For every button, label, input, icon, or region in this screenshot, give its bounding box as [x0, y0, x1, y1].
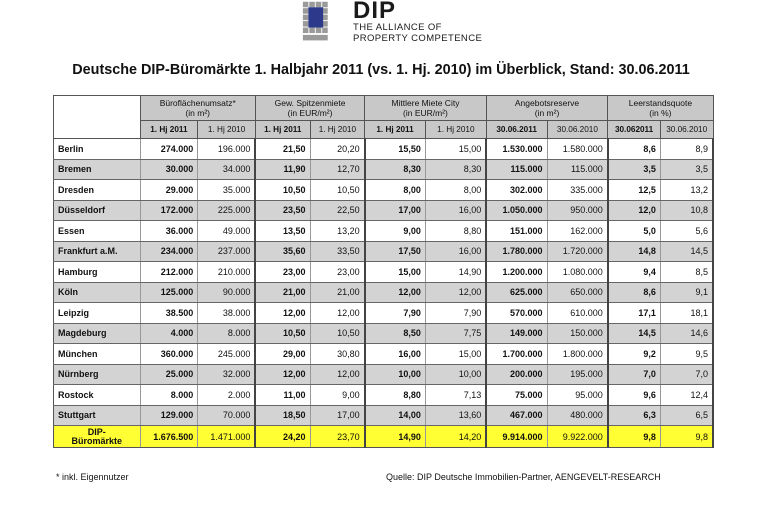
- total-row: [54, 426, 714, 448]
- value-cell: 17,1: [608, 303, 661, 324]
- table-row: [54, 385, 714, 406]
- header-col: 1. Hj 2010: [425, 121, 486, 139]
- city-cell: Magdeburg: [54, 323, 141, 344]
- value-cell: 18,1: [660, 303, 713, 324]
- header-col: 1. Hj 2010: [198, 121, 256, 139]
- table-row: [54, 200, 714, 221]
- value-cell: 570.000: [486, 303, 547, 324]
- source-note: Quelle: DIP Deutsche Immobilien-Partner, AENGEVELT-RESEARCH: [386, 472, 661, 482]
- value-cell: 10,50: [310, 323, 365, 344]
- dip-logo-mark-icon: [290, 0, 336, 44]
- total-value-cell: 14,20: [425, 426, 486, 448]
- value-cell: 480.000: [547, 405, 608, 426]
- value-cell: 245.000: [198, 344, 256, 365]
- page-title: Deutsche DIP-Büromärkte 1. Halbjahr 2011 (vs. 1. Hj. 2010) im Überblick, Stand: 30.06.2011: [72, 62, 690, 78]
- value-cell: 14,5: [608, 323, 661, 344]
- header-sub-row: [54, 121, 714, 139]
- value-cell: 8,5: [660, 262, 713, 283]
- value-cell: 149.000: [486, 323, 547, 344]
- value-cell: 38.500: [140, 303, 198, 324]
- value-cell: 29.000: [140, 180, 198, 201]
- header-col: 30.06.2011: [486, 121, 547, 139]
- value-cell: 162.000: [547, 221, 608, 242]
- city-cell: Berlin: [54, 139, 141, 160]
- value-cell: 12,00: [365, 282, 426, 303]
- value-cell: 8,6: [608, 282, 661, 303]
- value-cell: 35,60: [255, 241, 310, 262]
- value-cell: 14,00: [365, 405, 426, 426]
- table-row: [54, 405, 714, 426]
- value-cell: 34.000: [198, 159, 256, 180]
- value-cell: 25.000: [140, 364, 198, 385]
- header-col: 1. Hj 2010: [310, 121, 365, 139]
- header-corner: [54, 96, 141, 139]
- value-cell: 38.000: [198, 303, 256, 324]
- value-cell: 12,4: [660, 385, 713, 406]
- value-cell: 49.000: [198, 221, 256, 242]
- header-col: 30.06.2010: [547, 121, 608, 139]
- value-cell: 9,5: [660, 344, 713, 365]
- city-cell: Leipzig: [54, 303, 141, 324]
- value-cell: 75.000: [486, 385, 547, 406]
- value-cell: 10,50: [255, 323, 310, 344]
- value-cell: 1.200.000: [486, 262, 547, 283]
- value-cell: 7,90: [425, 303, 486, 324]
- value-cell: 15,00: [425, 344, 486, 365]
- value-cell: 225.000: [198, 200, 256, 221]
- header-group-spitzenmiete: Gew. Spitzenmiete (in EUR/m²): [255, 96, 364, 121]
- value-cell: 95.000: [547, 385, 608, 406]
- value-cell: 30.000: [140, 159, 198, 180]
- table-row: [54, 282, 714, 303]
- value-cell: 7,13: [425, 385, 486, 406]
- value-cell: 1.530.000: [486, 139, 547, 160]
- value-cell: 23,50: [255, 200, 310, 221]
- value-cell: 5,6: [660, 221, 713, 242]
- header-col: 1. Hj 2011: [140, 121, 198, 139]
- value-cell: 200.000: [486, 364, 547, 385]
- value-cell: 8,50: [365, 323, 426, 344]
- value-cell: 12,00: [255, 303, 310, 324]
- header-col: 1. Hj 2011: [365, 121, 426, 139]
- city-cell: Düsseldorf: [54, 200, 141, 221]
- value-cell: 2.000: [198, 385, 256, 406]
- total-value-cell: 9,8: [660, 426, 713, 448]
- value-cell: 12,0: [608, 200, 661, 221]
- value-cell: 21,00: [310, 282, 365, 303]
- value-cell: 125.000: [140, 282, 198, 303]
- total-value-cell: 14,90: [365, 426, 426, 448]
- value-cell: 12,00: [310, 364, 365, 385]
- value-cell: 9,6: [608, 385, 661, 406]
- total-value-cell: 9,8: [608, 426, 661, 448]
- logo-tagline-2: PROPERTY COMPETENCE: [353, 33, 483, 44]
- value-cell: 21,50: [255, 139, 310, 160]
- value-cell: 23,00: [310, 262, 365, 283]
- value-cell: 7,75: [425, 323, 486, 344]
- value-cell: 10,8: [660, 200, 713, 221]
- value-cell: 14,90: [425, 262, 486, 283]
- value-cell: 115.000: [486, 159, 547, 180]
- value-cell: 5,0: [608, 221, 661, 242]
- value-cell: 234.000: [140, 241, 198, 262]
- value-cell: 12,00: [425, 282, 486, 303]
- value-cell: 6,3: [608, 405, 661, 426]
- value-cell: 13,2: [660, 180, 713, 201]
- total-value-cell: 23,70: [310, 426, 365, 448]
- value-cell: 1.800.000: [547, 344, 608, 365]
- value-cell: 14,6: [660, 323, 713, 344]
- value-cell: 8.000: [198, 323, 256, 344]
- header-group-mittlere-miete: Mittlere Miete City (in EUR/m²): [365, 96, 487, 121]
- value-cell: 625.000: [486, 282, 547, 303]
- value-cell: 12,70: [310, 159, 365, 180]
- value-cell: 7,90: [365, 303, 426, 324]
- value-cell: 16,00: [425, 241, 486, 262]
- value-cell: 172.000: [140, 200, 198, 221]
- value-cell: 115.000: [547, 159, 608, 180]
- value-cell: 7,0: [608, 364, 661, 385]
- value-cell: 13,60: [425, 405, 486, 426]
- value-cell: 10,50: [255, 180, 310, 201]
- header-group-angebotsreserve: Angebotsreserve (in m²): [486, 96, 608, 121]
- value-cell: 196.000: [198, 139, 256, 160]
- value-cell: 237.000: [198, 241, 256, 262]
- value-cell: 16,00: [425, 200, 486, 221]
- value-cell: 12,00: [255, 364, 310, 385]
- value-cell: 15,00: [365, 262, 426, 283]
- table-row: [54, 139, 714, 160]
- value-cell: 1.080.000: [547, 262, 608, 283]
- value-cell: 650.000: [547, 282, 608, 303]
- value-cell: 8,30: [425, 159, 486, 180]
- value-cell: 302.000: [486, 180, 547, 201]
- value-cell: 14,8: [608, 241, 661, 262]
- value-cell: 30,80: [310, 344, 365, 365]
- table-row: [54, 180, 714, 201]
- value-cell: 23,00: [255, 262, 310, 283]
- value-cell: 3,5: [660, 159, 713, 180]
- header-col: 30.062011: [608, 121, 661, 139]
- value-cell: 467.000: [486, 405, 547, 426]
- value-cell: 129.000: [140, 405, 198, 426]
- value-cell: 33,50: [310, 241, 365, 262]
- total-value-cell: 9.914.000: [486, 426, 547, 448]
- value-cell: 610.000: [547, 303, 608, 324]
- value-cell: 3,5: [608, 159, 661, 180]
- city-cell: Nürnberg: [54, 364, 141, 385]
- value-cell: 11,90: [255, 159, 310, 180]
- value-cell: 8,80: [365, 385, 426, 406]
- table-row: [54, 159, 714, 180]
- value-cell: 212.000: [140, 262, 198, 283]
- value-cell: 20,20: [310, 139, 365, 160]
- value-cell: 10,50: [310, 180, 365, 201]
- value-cell: 210.000: [198, 262, 256, 283]
- value-cell: 8.000: [140, 385, 198, 406]
- table-row: [54, 364, 714, 385]
- header-group-umsatz: Büroflächenumsatz* (in m²): [140, 96, 255, 121]
- value-cell: 13,50: [255, 221, 310, 242]
- city-cell: Köln: [54, 282, 141, 303]
- table-row: [54, 344, 714, 365]
- header-group-leerstandsquote: Leerstandsquote (in %): [608, 96, 713, 121]
- value-cell: 1.050.000: [486, 200, 547, 221]
- total-value-cell: 1.676.500: [140, 426, 198, 448]
- value-cell: 360.000: [140, 344, 198, 365]
- city-cell: Dresden: [54, 180, 141, 201]
- value-cell: 10,00: [425, 364, 486, 385]
- value-cell: 22,50: [310, 200, 365, 221]
- market-table: [53, 95, 714, 448]
- value-cell: 18,50: [255, 405, 310, 426]
- city-cell: Essen: [54, 221, 141, 242]
- value-cell: 4.000: [140, 323, 198, 344]
- value-cell: 8,9: [660, 139, 713, 160]
- city-cell: Hamburg: [54, 262, 141, 283]
- total-value-cell: 9.922.000: [547, 426, 608, 448]
- table-row: [54, 323, 714, 344]
- value-cell: 36.000: [140, 221, 198, 242]
- value-cell: 16,00: [365, 344, 426, 365]
- value-cell: 9,4: [608, 262, 661, 283]
- table-row: [54, 241, 714, 262]
- value-cell: 12,5: [608, 180, 661, 201]
- value-cell: 13,20: [310, 221, 365, 242]
- value-cell: 70.000: [198, 405, 256, 426]
- table-row: [54, 221, 714, 242]
- value-cell: 17,00: [310, 405, 365, 426]
- value-cell: 150.000: [547, 323, 608, 344]
- value-cell: 17,50: [365, 241, 426, 262]
- footnote: * inkl. Eigennutzer: [56, 472, 129, 482]
- value-cell: 9,00: [365, 221, 426, 242]
- value-cell: 7,0: [660, 364, 713, 385]
- value-cell: 32.000: [198, 364, 256, 385]
- value-cell: 8,30: [365, 159, 426, 180]
- value-cell: 14,5: [660, 241, 713, 262]
- value-cell: 9,00: [310, 385, 365, 406]
- header-group-row: [54, 96, 714, 121]
- value-cell: 1.720.000: [547, 241, 608, 262]
- value-cell: 17,00: [365, 200, 426, 221]
- total-label-line-2: Büromärkte: [71, 435, 123, 446]
- city-cell: Bremen: [54, 159, 141, 180]
- value-cell: 35.000: [198, 180, 256, 201]
- value-cell: 15,00: [425, 139, 486, 160]
- value-cell: 274.000: [140, 139, 198, 160]
- value-cell: 8,6: [608, 139, 661, 160]
- value-cell: 9,1: [660, 282, 713, 303]
- logo-name: DIP: [353, 0, 397, 24]
- value-cell: 8,00: [365, 180, 426, 201]
- logo-tagline-1: THE ALLIANCE OF: [353, 22, 442, 33]
- total-label-line-1: DIP-: [87, 426, 106, 437]
- value-cell: 1.780.000: [486, 241, 547, 262]
- city-cell: Rostock: [54, 385, 141, 406]
- city-cell: Frankfurt a.M.: [54, 241, 141, 262]
- header-col: 1. Hj 2011: [255, 121, 310, 139]
- value-cell: 12,00: [310, 303, 365, 324]
- table-row: [54, 303, 714, 324]
- city-cell: München: [54, 344, 141, 365]
- city-cell: Stuttgart: [54, 405, 141, 426]
- value-cell: 11,00: [255, 385, 310, 406]
- value-cell: 335.000: [547, 180, 608, 201]
- value-cell: 151.000: [486, 221, 547, 242]
- value-cell: 90.000: [198, 282, 256, 303]
- value-cell: 950.000: [547, 200, 608, 221]
- value-cell: 10,00: [365, 364, 426, 385]
- value-cell: 29,00: [255, 344, 310, 365]
- header-col: 30.06.2010: [660, 121, 713, 139]
- total-label-cell: [54, 426, 141, 448]
- value-cell: 8,00: [425, 180, 486, 201]
- value-cell: 9,2: [608, 344, 661, 365]
- value-cell: 1.700.000: [486, 344, 547, 365]
- value-cell: 8,80: [425, 221, 486, 242]
- value-cell: 6,5: [660, 405, 713, 426]
- value-cell: 195.000: [547, 364, 608, 385]
- total-value-cell: 1.471.000: [198, 426, 256, 448]
- total-value-cell: 24,20: [255, 426, 310, 448]
- value-cell: 21,00: [255, 282, 310, 303]
- value-cell: 1.580.000: [547, 139, 608, 160]
- value-cell: 15,50: [365, 139, 426, 160]
- dip-logo: [290, 0, 490, 46]
- table-row: [54, 262, 714, 283]
